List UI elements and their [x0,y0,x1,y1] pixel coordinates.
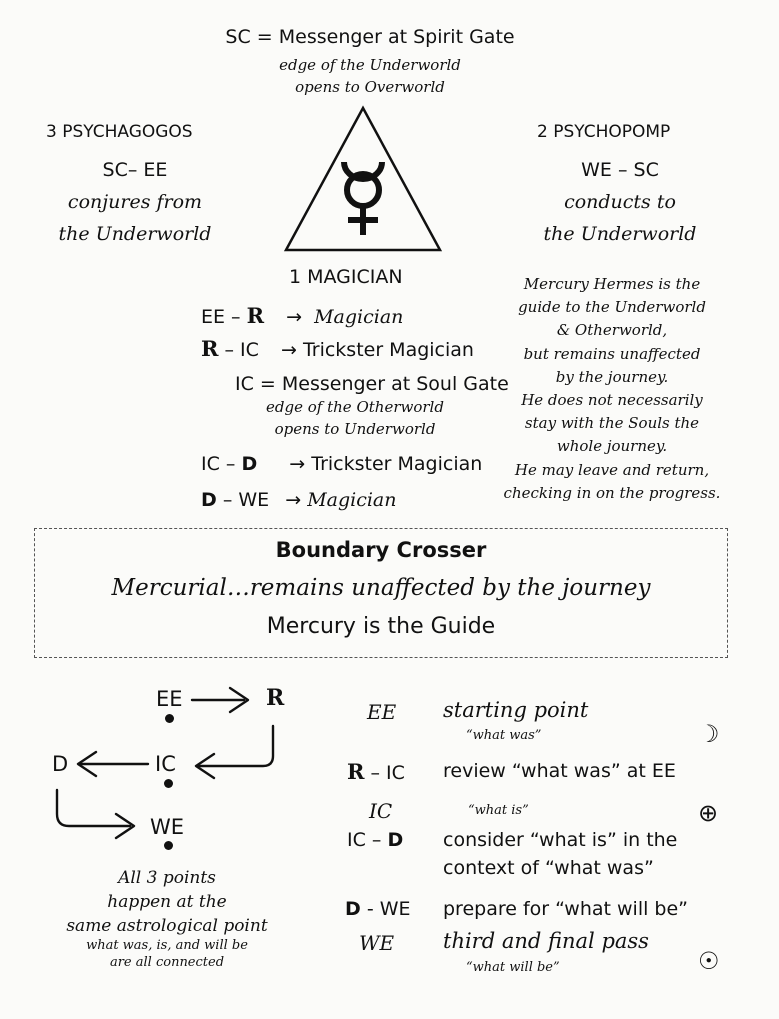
caption-line: All 3 points [118,868,216,888]
caption-line: are all connected [109,955,225,970]
magician-row-4 [201,489,397,511]
flow-d: D [52,752,69,776]
spirit-gate-opens: opens to Overworld [295,78,445,96]
legend-r-label: R – IC [347,759,405,784]
magician-row-2 [201,336,474,361]
arrow-icon: → [280,339,297,361]
caption-line: happen at the [107,892,227,912]
boundary-title: Boundary Crosser [275,538,487,562]
row1-result: Magician [314,306,404,328]
psychagogos-pair: SC– EE [102,159,168,181]
note-line: whole journey. [556,437,668,456]
note-line: but remains unaffected [523,344,701,363]
caption-line-connected: what was, is, and will be [86,938,248,953]
note-line: by the journey. [555,367,669,386]
soul-gate-edge: edge of the Otherworld [266,398,444,416]
legend-icd-desc1: consider “what is” in the [443,829,678,851]
row1-label: EE – [201,306,241,328]
row3-label: IC – [201,453,236,475]
row4-result: Magician [307,489,397,511]
legend-ee-sub: “what was” [466,728,542,743]
d-symbol: D [241,453,258,475]
boundary-line2: Mercury is the Guide [266,614,496,639]
legend-icd-desc2: context of “what was” [443,857,654,879]
d-symbol: D [201,489,217,511]
legend-we-desc: third and final pass [443,929,649,953]
row2-label: – IC [224,339,259,361]
legend-we-label: WE [359,931,395,955]
legend-dwe-label: D - WE [345,898,411,920]
d-symbol: D [345,898,361,920]
d-symbol: D [387,829,404,851]
flow-r: R [266,685,285,711]
legend-ee-label: EE [367,700,397,724]
magician-row-3 [201,453,482,475]
psychopomp-line1: conducts to [564,191,676,213]
note-line: & Otherworld, [556,321,668,340]
caption-line: same astrological point [66,916,268,936]
soul-gate-line: IC = Messenger at Soul Gate [235,373,509,395]
psychagogos-line1: conjures from [67,191,203,213]
row4-label: – WE [222,489,270,511]
mercury-symbol-icon [344,162,382,235]
psychagogos-line2: the Underworld [58,223,212,245]
we-dot [164,841,173,850]
ic-dot [164,779,173,788]
arrow-icon: → [289,453,306,475]
row3-result: Trickster Magician [311,453,483,475]
legend-ee-desc: starting point [443,698,589,722]
boundary-line1: Mercurial…remains unaffected by the journey [111,575,651,601]
flow-ee: EE [156,687,183,711]
earth-icon: ⊕ [698,799,719,827]
legend-ic-sub: “what is” [468,803,529,818]
legend-ic-label: IC [369,799,393,823]
psychopomp-line2: the Underworld [543,223,697,245]
flow-caption [60,868,274,970]
mercury-note [495,273,729,505]
r-symbol: R [201,336,219,361]
note-line: He does not necessarily [521,391,703,410]
legend-r-desc: review “what was” at EE [443,760,676,782]
flow-we: WE [150,815,185,839]
spirit-gate-line: SC = Messenger at Spirit Gate [225,26,515,48]
ee-dot [165,714,174,723]
psychopomp-pair: WE – SC [581,159,659,181]
psychagogos-title: 3 PSYCHAGOGOS [46,122,193,142]
note-line: guide to the Underworld [518,298,706,317]
row2-result: Trickster Magician [302,339,474,361]
psychopomp-title: 2 PSYCHOPOMP [537,122,671,142]
soul-gate-opens: opens to Underworld [274,420,436,438]
arrow-icon: → [285,489,302,511]
note-line: stay with the Souls the [524,414,700,433]
note-line: Mercury Hermes is the [523,275,701,293]
r-symbol: R [347,759,365,784]
r-symbol: R [246,303,265,328]
mercury-triangle-icon [282,104,444,254]
legend-icd-label: IC – D [347,829,404,851]
legend-we-sub: “what will be” [466,960,560,975]
note-line: checking in on the progress. [503,483,721,502]
spirit-gate-edge: edge of the Underworld [279,56,461,74]
moon-icon: ☽ [698,720,720,748]
flow-ic: IC [155,752,176,776]
note-line: He may leave and return, [514,460,710,479]
arrow-icon: → [286,306,303,328]
sun-icon: ☉ [698,947,720,975]
magician-title: 1 MAGICIAN [289,266,403,288]
magician-row-1 [201,303,403,328]
legend-dwe-desc: prepare for “what will be” [443,898,689,920]
